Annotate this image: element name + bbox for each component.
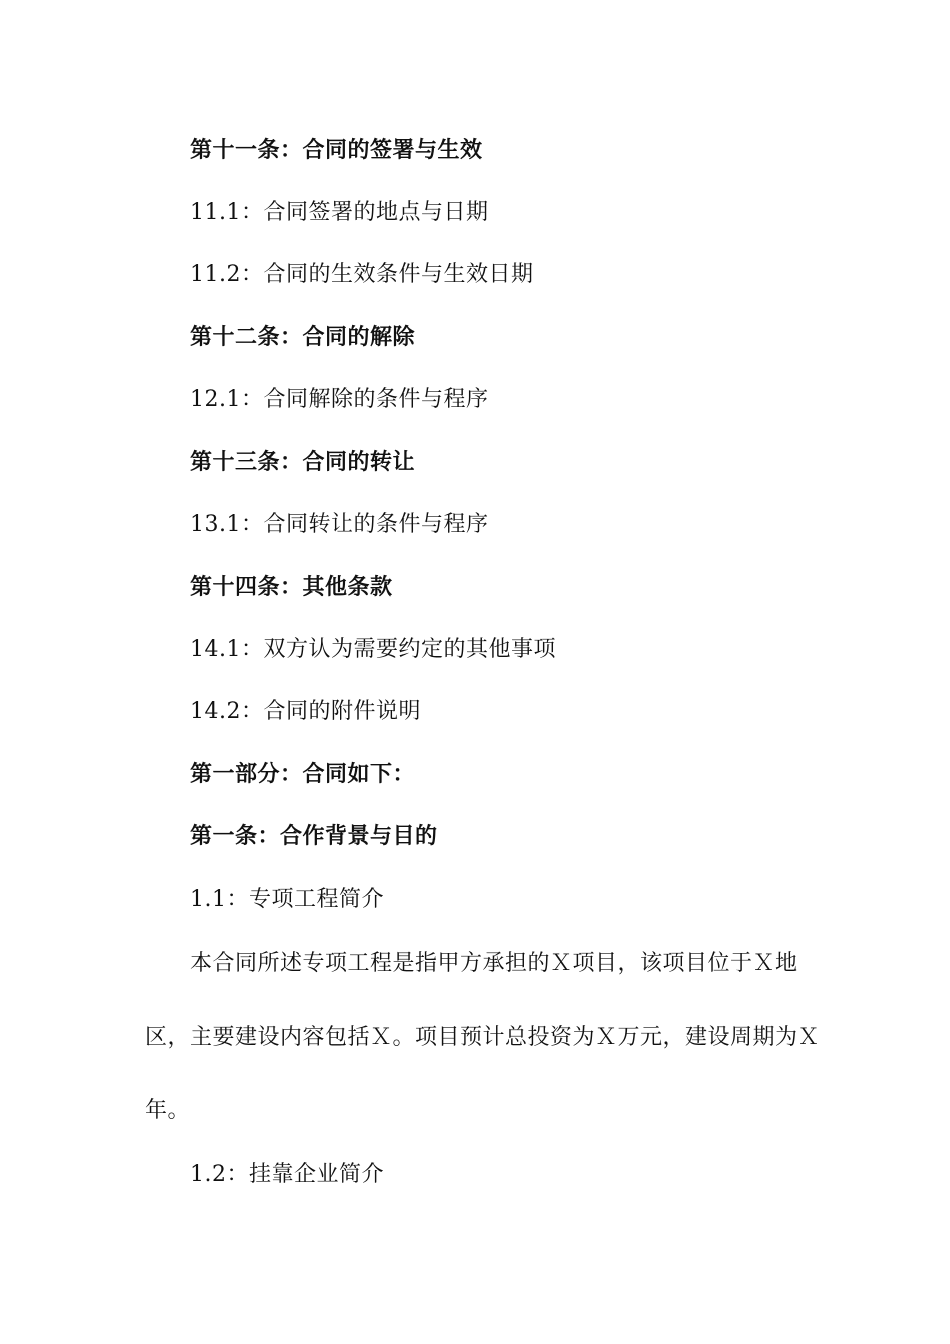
section-heading-14: 第十四条：其他条款 [190, 575, 393, 600]
clause-1-1: 1.1：专项工程简介 [190, 887, 384, 912]
section-heading-11: 第十一条：合同的签署与生效 [190, 138, 483, 163]
section-heading-1: 第一条：合作背景与目的 [190, 824, 438, 849]
clause-14-1: 14.1：双方认为需要约定的其他事项 [190, 637, 556, 662]
clause-13-1: 13.1：合同转让的条件与程序 [190, 512, 489, 537]
section-heading-13: 第十三条：合同的转让 [190, 450, 416, 475]
clause-12-1: 12.1：合同解除的条件与程序 [190, 387, 489, 412]
clause-1-2: 1.2：挂靠企业简介 [190, 1162, 384, 1187]
paragraph-line: 本合同所述专项工程是指甲方承担的Ｘ项目，该项目位于Ｘ地 [190, 951, 798, 976]
paragraph-line: 区，主要建设内容包括Ｘ。项目预计总投资为Ｘ万元，建设周期为Ｘ [145, 1025, 821, 1050]
paragraph-line: 年。 [145, 1098, 191, 1123]
clause-11-1: 11.1：合同签署的地点与日期 [190, 200, 489, 225]
section-heading-12: 第十二条：合同的解除 [190, 325, 416, 350]
part-heading-1: 第一部分：合同如下： [190, 762, 416, 787]
clause-14-2: 14.2：合同的附件说明 [190, 699, 421, 724]
clause-11-2: 11.2：合同的生效条件与生效日期 [190, 262, 534, 287]
